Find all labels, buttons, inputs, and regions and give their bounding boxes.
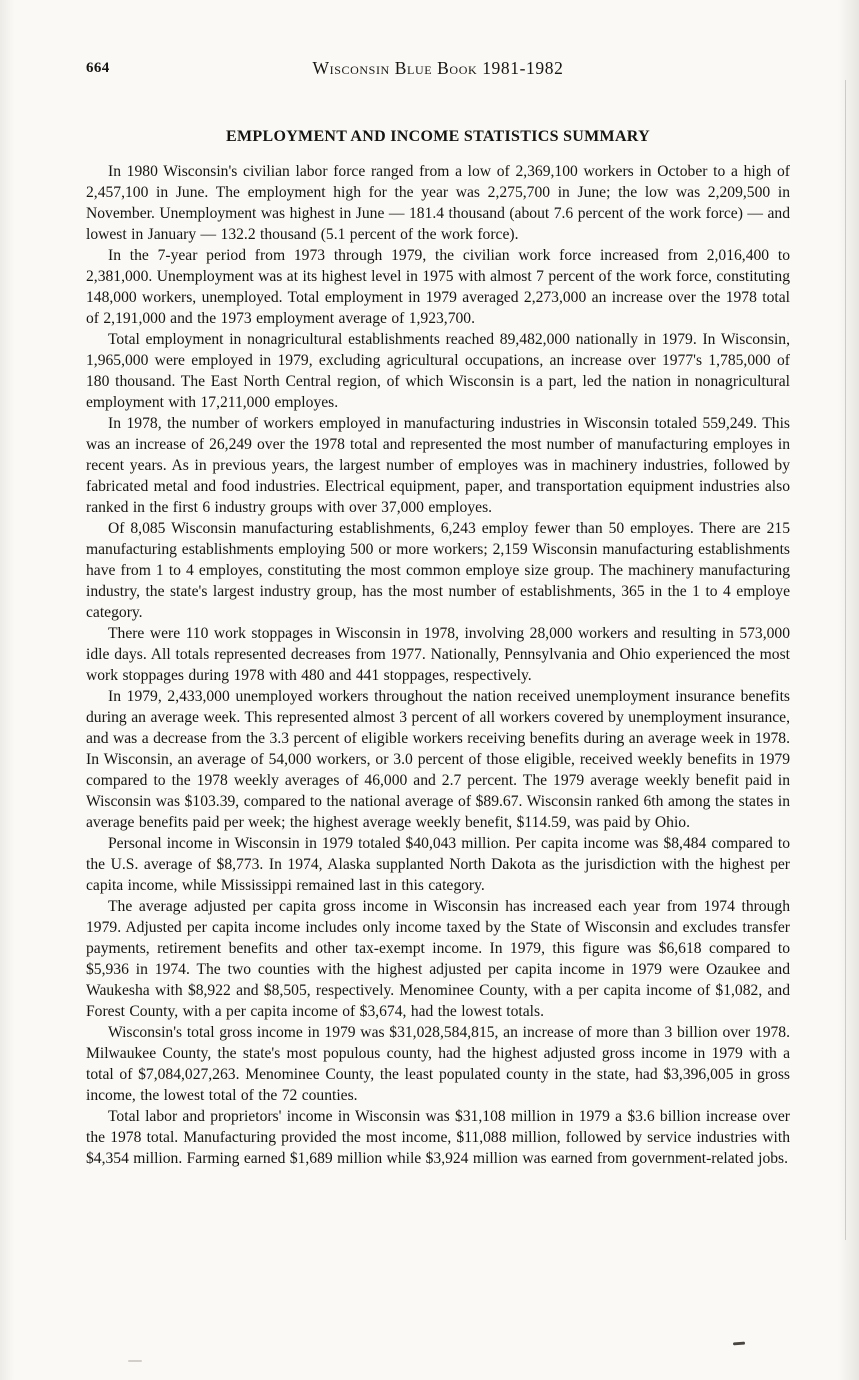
paragraph: In the 7-year period from 1973 through 1979, the civilian work force increased from 2,016,400 to 2,381,000. Unemployment was at its highest level in 1975 with almost 7 percent of the work force, constituting 148,000 workers, unemployed. Total employment in 1979 averaged 2,273,000 an increase over the 1978 total of 2,191,000 and the 1973 employment average of 1,923,700.: [86, 247, 790, 327]
scan-line-artifact: [845, 80, 846, 1240]
paragraph: Wisconsin's total gross income in 1979 was $31,028,584,815, an increase of more than 3 billion over 1978. Milwaukee County, the state's most populous county, had the highest adjusted gross income in 1979 with a total of $7,084,027,263. Menominee County, the least populated county in the state, had $3,396,005 in gross income, the lowest total of the 72 counties.: [86, 1024, 790, 1104]
paragraph: In 1978, the number of workers employed in manufacturing industries in Wisconsin totaled 559,249. This was an increase of 26,249 over the 1978 total and represented the most number of manufacturing employes in recent years. As in previous years, the largest number of employes was in machinery industries, followed by fabricated metal and food industries. Electrical equipment, paper, and transportation equipment industries also ranked in the first 6 industry groups with over 37,000 employes.: [86, 415, 790, 516]
article-title: EMPLOYMENT AND INCOME STATISTICS SUMMARY: [226, 128, 650, 145]
running-header: [86, 58, 790, 80]
article-body: [86, 161, 790, 1169]
paragraph: Of 8,085 Wisconsin manufacturing establishments, 6,243 employ fewer than 50 employes. There are 215 manufacturing establishments employing 500 or more workers; 2,159 Wisconsin manufacturing establishments have from 1 to 4 employes, constituting the most common employe size group. The machinery manufacturing industry, the state's largest industry group, has the most number of establishments, 365 in the 1 to 4 employe category.: [86, 520, 790, 621]
ink-mark-artifact: [733, 1342, 745, 1346]
book-title: Wisconsin Blue Book 1981-1982: [312, 58, 564, 78]
paragraph: Total employment in nonagricultural establishments reached 89,482,000 nationally in 1979. In Wisconsin, 1,965,000 were employed in 1979, excluding agricultural occupations, an increase over 1977's 1,785,000 of 180 thousand. The East North Central region, of which Wisconsin is a part, led the nation in nonagricultural employment with 17,211,000 employes.: [86, 331, 790, 411]
smudge-artifact: [128, 1360, 142, 1362]
paragraph: In 1979, 2,433,000 unemployed workers throughout the nation received unemployment insurance benefits during an average week. This represented almost 3 percent of all workers covered by unemployment insurance, and was a decrease from the 3.3 percent of eligible workers receiving benefits during an average week in 1978. In Wisconsin, an average of 54,000 workers, or 3.0 percent of those eligible, received weekly benefits in 1979 compared to the 1978 weekly averages of 46,000 and 2.7 percent. The 1979 average weekly benefit paid in Wisconsin was $103.39, compared to the national average of $89.67. Wisconsin ranked 6th among the states in average benefits paid per week; the highest average weekly benefit, $114.59, was paid by Ohio.: [86, 688, 790, 831]
paragraph: Personal income in Wisconsin in 1979 totaled $40,043 million. Per capita income was $8,484 compared to the U.S. average of $8,773. In 1974, Alaska supplanted North Dakota as the jurisdiction with the highest per capita income, while Mississippi remained last in this category.: [86, 835, 790, 894]
page-number: 664: [86, 60, 110, 76]
paragraph: There were 110 work stoppages in Wisconsin in 1978, involving 28,000 workers and resulting in 573,000 idle days. All totals represented decreases from 1977. Nationally, Pennsylvania and Ohio experienced the most work stoppages during 1978 with 480 and 441 stoppages, respectively.: [86, 625, 790, 684]
paragraph: In 1980 Wisconsin's civilian labor force ranged from a low of 2,369,100 workers in October to a high of 2,457,100 in June. The employment high for the year was 2,275,700 in June; the low was 2,209,500 in November. Unemployment was highest in June — 181.4 thousand (about 7.6 percent of the work force) — and lowest in January — 132.2 thousand (5.1 percent of the work force).: [86, 163, 790, 243]
paragraph: The average adjusted per capita gross income in Wisconsin has increased each year from 1974 through 1979. Adjusted per capita income includes only income taxed by the State of Wisconsin and excludes transfer payments, retirement benefits and other tax-exempt income. In 1979, this figure was $6,618 compared to $5,936 in 1974. The two counties with the highest adjusted per capita income in 1979 were Ozaukee and Waukesha with $8,922 and $8,505, respectively. Menominee County, with a per capita income of $1,082, and Forest County, with a per capita income of $3,674, had the lowest totals.: [86, 898, 790, 1020]
paragraph: Total labor and proprietors' income in Wisconsin was $31,108 million in 1979 a $3.6 billion increase over the 1978 total. Manufacturing provided the most income, $11,088 million, followed by service industries with $4,354 million. Farming earned $1,689 million while $3,924 million was earned from government-related jobs.: [86, 1108, 790, 1167]
